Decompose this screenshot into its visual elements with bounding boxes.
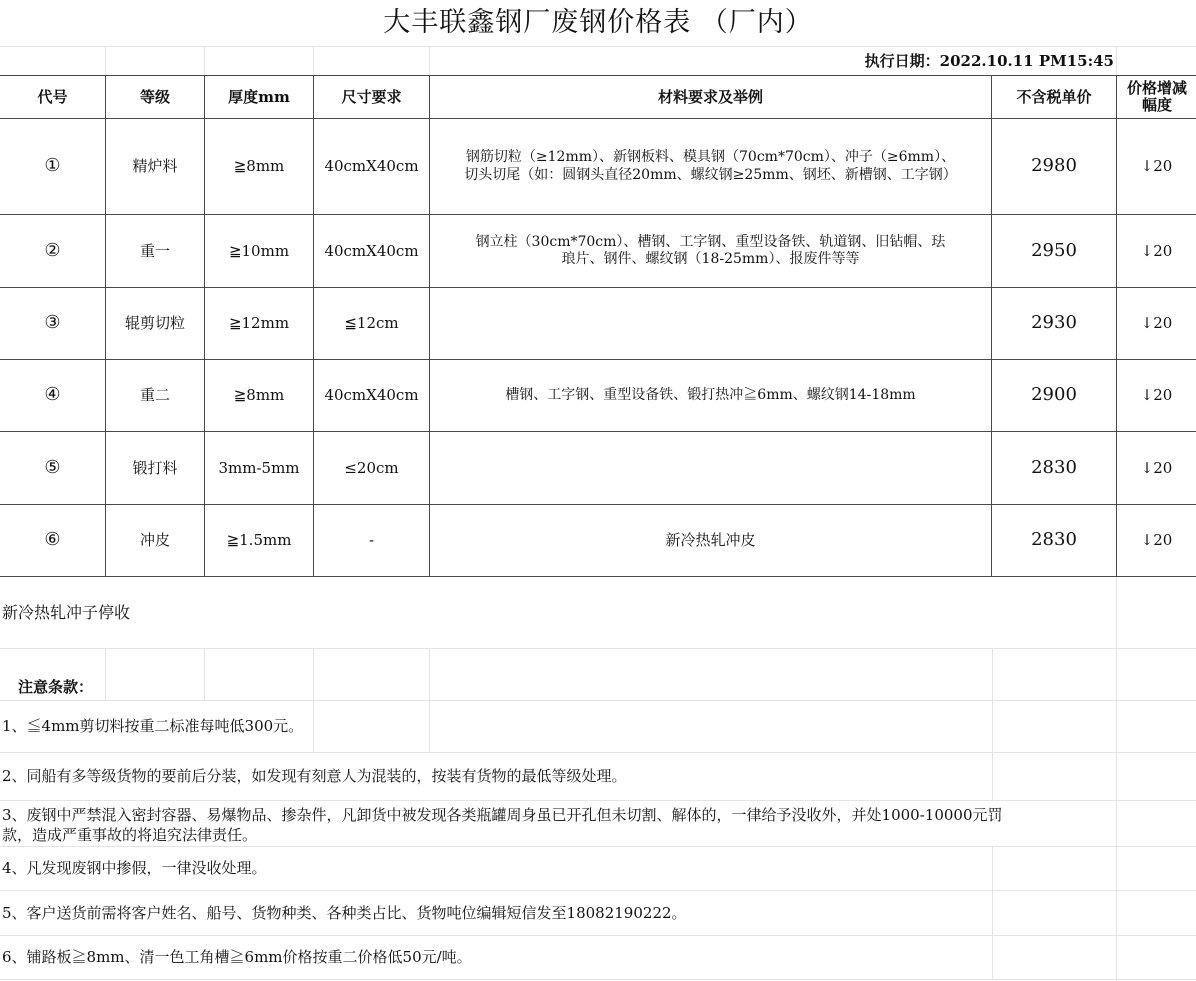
row-4-code: ④ — [44, 384, 61, 406]
row-6-price: 2830 — [1031, 529, 1077, 551]
term-4: 4、凡发现废钢中掺假，一律没收处理。 — [2, 859, 267, 878]
row-6-grade: 冲皮 — [139, 531, 170, 550]
grid-line — [313, 46, 314, 76]
row-5-code: ⑤ — [44, 456, 61, 478]
row-2-price: 2950 — [1031, 239, 1077, 261]
term-6: 6、铺路板≧8mm、清一色工角槽≧6mm价格按重二价格低50元/吨。 — [2, 948, 472, 967]
table-border — [0, 576, 1196, 577]
page-title: 大丰联鑫钢厂废钢价格表 （厂内） — [383, 7, 813, 39]
term-5: 5、客户送货前需将客户姓名、船号、货物种类、各种类占比、货物吨位编辑短信发至18082190222。 — [2, 903, 687, 922]
term-2: 2、同船有多等级货物的要前后分装，如发现有刻意人为混装的，按装有货物的最低等级处理。 — [2, 767, 627, 786]
term-1: 1、≦4mm剪切料按重二标准每吨低300元。 — [2, 717, 304, 736]
grid-line — [204, 46, 205, 76]
row-2-grade: 重一 — [139, 241, 170, 260]
row-1-code: ① — [44, 155, 61, 177]
row-5-thickness: 3mm-5mm — [218, 458, 300, 477]
grid-line — [1116, 46, 1117, 76]
row-4-size: 40cmX40cm — [324, 386, 419, 405]
row-5-material — [430, 432, 991, 504]
row-6-material: 新冷热轧冲皮 — [665, 531, 756, 550]
header-thickness: 厚度mm — [228, 87, 290, 106]
row-3-change: ↓20 — [1140, 314, 1173, 333]
row-3-material — [430, 288, 991, 359]
grid-line — [1116, 577, 1117, 981]
grid-line — [992, 846, 993, 979]
row-1-price: 2980 — [1031, 155, 1077, 177]
row-4-material: 槽钢、工字钢、重型设备铁、锻打热冲≧6mm、螺纹钢14-18mm — [505, 386, 916, 403]
row-4-grade: 重二 — [139, 386, 170, 405]
header-change: 价格增减幅度 — [1126, 78, 1187, 114]
row-1-material-line-1: 钢筋切粒（≥12mm）、新钢板料、模具钢（70cm*70cm）、冲子（≥6mm）、 — [465, 149, 956, 165]
grid-line — [105, 46, 106, 76]
row-5-size: ≤20cm — [344, 458, 399, 477]
row-4-thickness: ≧8mm — [233, 386, 285, 405]
row-4-change: ↓20 — [1140, 386, 1173, 405]
term-3-line-2: 款，造成严重事故的将追究法律责任。 — [2, 825, 258, 844]
row-2-material-line-1: 钢立柱（30cm*70cm）、槽钢、工字钢、重型设备铁、轨道钢、旧钻帽、珐 — [475, 233, 946, 250]
row-2-code: ② — [44, 239, 61, 261]
header-size: 尺寸要求 — [341, 87, 402, 106]
row-3-price: 2930 — [1031, 312, 1077, 334]
grid-line — [0, 800, 1196, 801]
grid-line — [0, 979, 1196, 980]
row-1-material-line-2: 切头切尾（如：圆钢头直径20mm、螺纹钢≥25mm、钢坯、新槽钢、工字钢） — [464, 166, 957, 183]
grid-line — [429, 46, 430, 76]
header-grade: 等级 — [139, 87, 170, 106]
row-1-grade: 精炉料 — [132, 157, 178, 176]
header-code: 代号 — [37, 87, 68, 106]
row-1-size: 40cmX40cm — [324, 157, 419, 176]
row-2-change: ↓20 — [1140, 241, 1173, 260]
row-3-size: ≦12cm — [344, 314, 399, 333]
grid-line — [992, 752, 993, 800]
row-3-grade: 辊剪切粒 — [124, 314, 185, 333]
row-1-material — [430, 119, 991, 214]
notice-text: 新冷热轧冲子停收 — [2, 603, 131, 622]
header-price: 不含税单价 — [1016, 87, 1092, 106]
row-2-material — [430, 215, 991, 287]
execution-date: 执行日期：2022.10.11 PM15:45 — [864, 51, 1114, 70]
row-6-thickness: ≧1.5mm — [226, 531, 292, 550]
row-5-change: ↓20 — [1140, 458, 1173, 477]
grid-line — [0, 648, 1196, 649]
row-1-thickness: ≧8mm — [233, 157, 285, 176]
header-material: 材料要求及举例 — [657, 87, 763, 106]
row-5-price: 2830 — [1031, 456, 1077, 478]
row-6-change: ↓20 — [1140, 531, 1173, 550]
row-2-size: 40cmX40cm — [324, 241, 419, 260]
terms-title: 注意条款： — [18, 677, 94, 696]
row-4-price: 2900 — [1031, 384, 1077, 406]
term-3-line-1: 3、废钢中严禁混入密封容器、易爆物品、掺杂件，凡卸货中被发现各类瓶罐周身虽已开孔但未切割、解体的，一律给予没收外，并处1000-10000元罚 — [2, 805, 1003, 824]
grid-line — [992, 648, 993, 752]
row-1-change: ↓20 — [1140, 157, 1173, 176]
row-3-code: ③ — [44, 312, 61, 334]
row-2-material-line-2: 琅片、钢件、螺纹钢（18-25mm）、报废件等等 — [561, 251, 860, 267]
row-6-code: ⑥ — [44, 529, 61, 551]
row-3-thickness: ≧12mm — [228, 314, 290, 333]
row-6-size: - — [368, 531, 375, 550]
row-5-grade: 锻打料 — [132, 458, 178, 477]
row-2-thickness: ≧10mm — [228, 241, 290, 260]
